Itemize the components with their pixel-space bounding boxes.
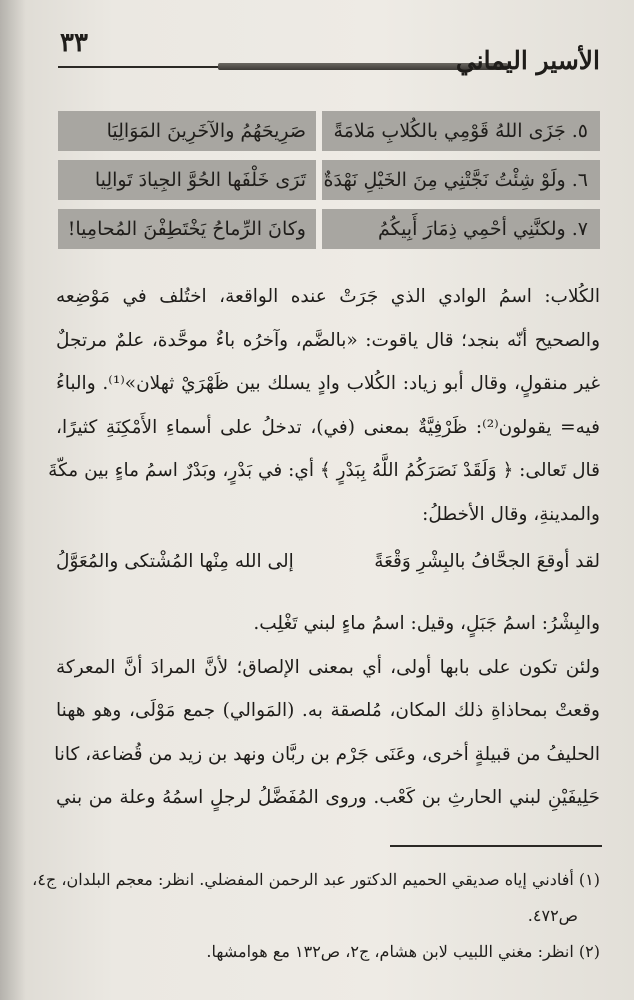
couplet-second-hemistich: إلى الله مِنْها المُشْتكى والمُعَوَّلُ — [56, 551, 294, 572]
text-line: غير منقولٍ، وقال أبو زياد: الكُلاب وادٍ يسلك بين ظَهْرَيْ ثهلان»⁽¹⁾. والباءُ — [56, 373, 600, 394]
footnote-1-continued: ص٤٧٢. — [527, 906, 578, 925]
commentary-paragraph-2 — [56, 602, 600, 820]
verse-5-first: ٥. جَزَى اللهُ قَوْمِي بالكُلابِ مَلامَةً — [322, 111, 600, 151]
footnote-separator — [390, 845, 602, 847]
quoted-couplet — [56, 542, 600, 582]
footnotes — [32, 862, 600, 970]
verse-7-first: ٧. ولكنَّنِي أحْمِي ذِمَارَ أَبِيكُمُ — [322, 209, 600, 249]
gutter-shadow — [0, 0, 26, 1000]
couplet-first-hemistich: لقد أوقعَ الجحَّافُ بالبِشْرِ وَقْعَةً — [374, 551, 600, 572]
text-line: والبِشْرُ: اسمُ جَبَلٍ، وقيل: اسمُ ماءٍ لبني تَغْلِب. — [253, 613, 600, 634]
header-rule — [58, 66, 218, 68]
text-line: حَلِيفَيْنِ لبني الحارثِ بن كَعْب. وروى المُفَضَّلُ لرجلٍ اسمُهُ وعلة من بني — [56, 787, 600, 808]
text-line: فيه= يقولون⁽²⁾: ظَرْفِيَّةٌ بمعنى (في)، تدخلُ على أسماءِ الأَمْكِنَةِ كثيرًا، — [56, 416, 600, 438]
verse-6-first: ٦. ولَوْ شِئْتُ نَجَّتْنِي مِنَ الخَيْلِ نَهْدَةٌ — [322, 160, 600, 200]
page-number: ٣٣ — [60, 28, 88, 58]
commentary-paragraph-1 — [48, 275, 600, 536]
text-line: قال تَعالى: ﴿ وَلَقَدْ نَصَرَكُمُ اللَّهُ بِبَدْرٍ ﴾ أي: في بَدْرٍ، وبَدْرٌ اسمُ ماءٍ بين مكّةَ — [48, 460, 600, 481]
text-line: والمدينةِ، وقال الأخطلُ: — [422, 503, 600, 525]
verse-7-second: وكانَ الرِّماحُ يَخْتَطِفْنَ المُحامِيا! — [58, 209, 316, 249]
footnote-2: (٢) انظر: مغني اللبيب لابن هشام، ج٢، ص١٣٢ مع هوامشها. — [206, 942, 600, 961]
text-line: الحليفُ من قبيلةٍ أخرى، وعَنَى جَرْم بن ربَّان ونهد بن زيد من قُضاعة، كانا — [54, 743, 600, 765]
verse-6-second: تَرَى خَلْفَها الحُوَّ الجِيادَ تَوالِيا — [58, 160, 316, 200]
verse-5-second: صَرِيحَهُمُ والآخَرِينَ المَوَالِيَا — [58, 111, 316, 151]
text-line: ولئن تكون على بابها أولى، أي بمعنى الإلصاق؛ لأنَّ المرادَ أنَّ المعركة — [56, 656, 600, 678]
text-line: الكُلاب: اسمُ الوادي الذي جَرَتْ عنده الواقعة، اختُلف في مَوْضِعه — [56, 286, 600, 307]
text-line: والصحيح أنّه بنجد؛ قال ياقوت: «بالضَّم، وآخرُه باءٌ موحَّدة، علمٌ مرتجلٌ — [56, 329, 600, 351]
footnote-1: (١) أفادني إياه صديقي الحميم الدكتور عبد الرحمن المفضلي. انظر: معجم البلدان، ج٤، — [32, 870, 600, 889]
running-title: الأسير اليماني — [455, 46, 600, 75]
text-line: وقعتْ بمحاذاةِ ذلك المكان، مُلصقة به. (المَوالي) جمع مَوْلَى، وهو ههنا — [56, 700, 600, 721]
